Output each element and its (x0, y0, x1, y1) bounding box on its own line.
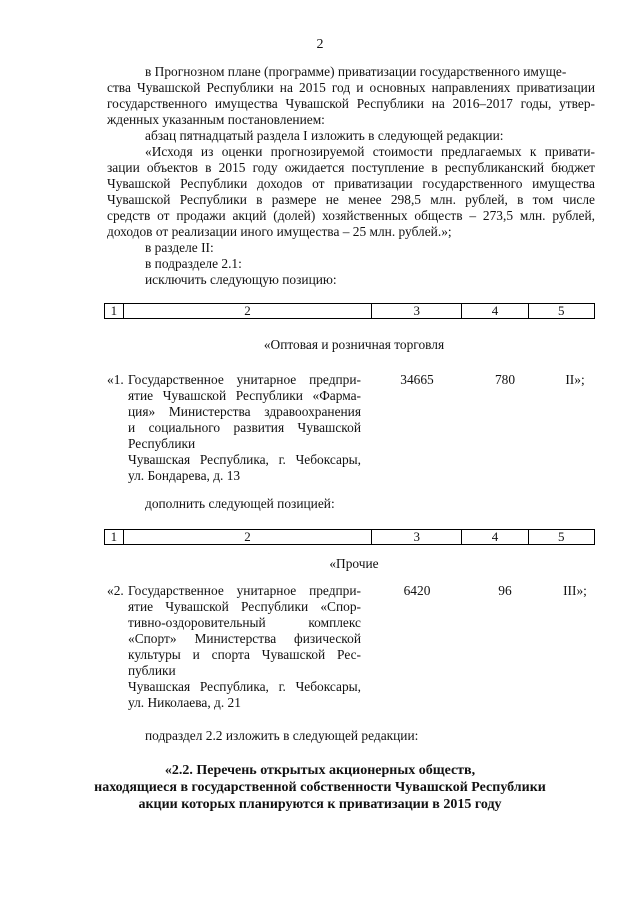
entry-description (128, 583, 361, 711)
header-cell: 4 (462, 530, 528, 545)
text-line: доходов от реализации иного имущества – 25 млн. рублей.»; (107, 224, 452, 239)
header-cell: 3 (372, 530, 462, 545)
desc-line: ул. Бондарева, д. 13 (128, 468, 241, 483)
text-line: подраздел 2.2 изложить в следующей редакции: (145, 728, 419, 743)
header-cell: 3 (372, 304, 462, 319)
header-cell: 2 (123, 304, 371, 319)
text-line: исключить следующую позицию: (145, 272, 337, 287)
page-number: 2 (316, 37, 324, 52)
section-title: «Прочие (329, 556, 379, 571)
text-line: Чувашской Республики в размере не менее 298,5 млн. рублей, в том числе (107, 192, 595, 207)
desc-line: тивно-оздоровительный комплекс (128, 615, 361, 630)
text-line: абзац пятнадцатый раздела I изложить в следующей редакции: (145, 128, 504, 143)
entry-number: «2. (107, 583, 124, 598)
entry-col4: 96 (498, 583, 512, 598)
section-title: «Оптовая и розничная торговля (263, 337, 445, 352)
desc-line: Чувашская Республика, г. Чебоксары, (128, 452, 361, 467)
entry-number: «1. (107, 372, 124, 387)
table-header (104, 303, 595, 319)
text-line: в подразделе 2.1: (145, 256, 242, 271)
heading-line: акции которых планируются к приватизации в 2015 году (138, 797, 502, 812)
heading-line: находящиеся в государственной собственности Чувашской Республики (94, 780, 546, 795)
text-line: жденных указанным постановлением: (107, 112, 325, 127)
text-line: дополнить следующей позицией: (145, 496, 335, 511)
entry-col3: 6420 (403, 583, 431, 598)
text-line: государственного имущества Чувашской Республики на 2016–2017 годы, утвер- (107, 96, 595, 111)
text-line: зации объектов в 2015 году ожидается поступление в республиканский бюджет (107, 160, 595, 175)
desc-line: Государственное унитарное предпри- (128, 372, 361, 387)
header-cell: 4 (462, 304, 528, 319)
text-line: «Исходя из оценки прогнозируемой стоимости предлагаемых к привати- (145, 144, 595, 159)
table-header (104, 529, 595, 545)
entry-col5: II»; (565, 372, 585, 387)
text-line: средств от продажи акций (долей) хозяйственных обществ – 273,5 млн. рублей, (107, 208, 595, 223)
header-cell: 1 (105, 530, 124, 545)
header-cell: 5 (528, 304, 594, 319)
desc-line: Государственное унитарное предпри- (128, 583, 361, 598)
text-line: ства Чувашской Республики на 2015 год и основных направлениях приватизации (107, 80, 595, 95)
desc-line: ция» Министерства здравоохранения (128, 404, 361, 419)
heading-line: «2.2. Перечень открытых акционерных обществ, (164, 763, 476, 778)
entry-description (128, 372, 361, 484)
header-cell: 1 (105, 304, 124, 319)
text-line: Чувашской Республики доходов от приватизации государственного имущества (107, 176, 595, 191)
entry-col5: III»; (563, 583, 587, 598)
desc-line: Чувашская Республика, г. Чебоксары, (128, 679, 361, 694)
text-line: в Прогнозном плане (программе) приватизации государственного имуще- (145, 64, 567, 79)
entry-col3: 34665 (400, 372, 434, 387)
header-cell: 2 (123, 530, 371, 545)
desc-line: публики (128, 663, 176, 678)
desc-line: ул. Николаева, д. 21 (128, 695, 241, 710)
desc-line: культуры и спорта Чувашской Рес- (128, 647, 361, 662)
desc-line: и социального развития Чувашской (128, 420, 361, 435)
entry-col4: 780 (494, 372, 516, 387)
desc-line: ятие Чувашской Республики «Спор- (128, 599, 361, 614)
desc-line: Республики (128, 436, 196, 451)
desc-line: ятие Чувашской Республики «Фарма- (128, 388, 361, 403)
text-line: в разделе II: (145, 240, 214, 255)
header-cell: 5 (528, 530, 594, 545)
desc-line: «Спорт» Министерства физической (128, 631, 361, 646)
